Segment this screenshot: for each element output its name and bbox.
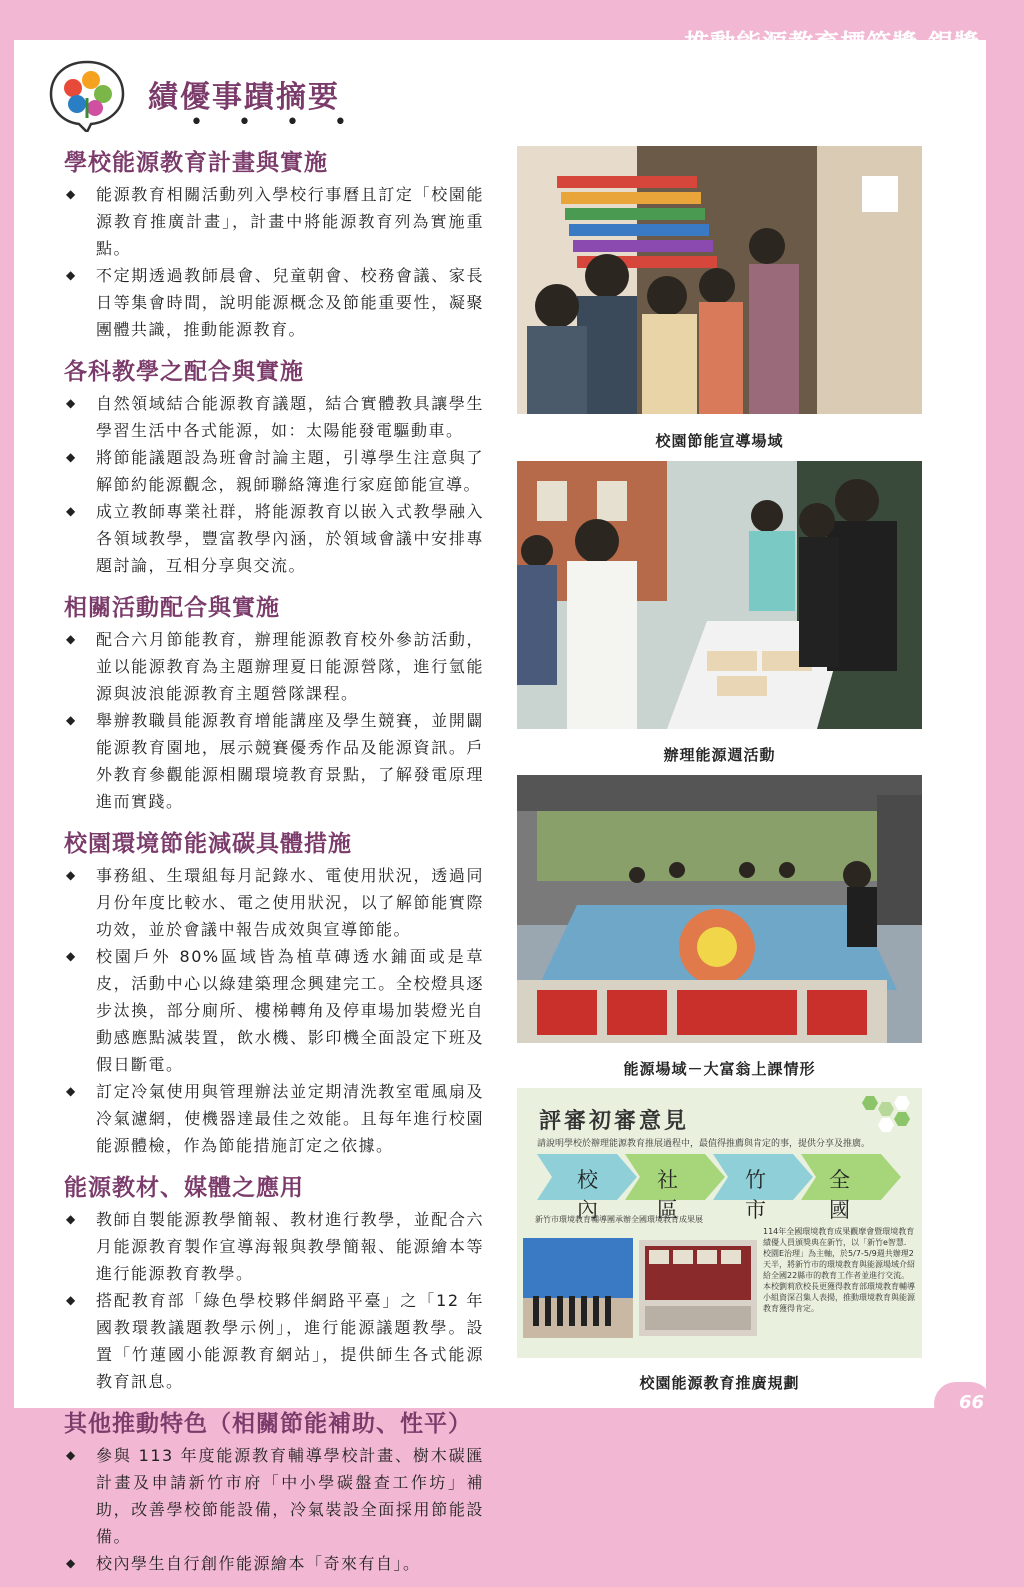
photo-caption: 能源場域－大富翁上課情形	[623, 1060, 816, 1078]
step-label: 社區	[657, 1168, 678, 1222]
list-item-text: 能源教育相關活動列入學校行事曆且訂定「校園能源教育推廣計畫」，計畫中將能源教育列為實施重點。	[96, 185, 484, 258]
bullet-list	[64, 862, 484, 1159]
poster-text: 114年全國環境教育成果觀摩會暨環境教育績優人員頒獎典在新竹，以「新竹e智慧．校園E治理」為主軸，於5/7-5/9週共辦理2天半，將新竹市的環境教育與能源場域介紹給全國22縣市的教育工作者並進行交流。本校劉莉欣校長更獲得教育部環境教育輔導小組資深召集人表揚，推動環境教育與能源教育獲得肯定。	[763, 1227, 915, 1313]
diamond-bullet-icon: ◆	[66, 868, 77, 882]
list-item-text: 將節能議題設為班會討論主題，引導學生注意與了解節約能源觀念，親師聯絡簿進行家庭節能宣導。	[96, 448, 484, 494]
display-board-photo	[639, 1240, 757, 1336]
list-item-text: 校園戶外 80%區域皆為植草磚透水鋪面或是草皮，活動中心以綠建築理念興建完工。全校燈具逐步汰換，部分廁所、樓梯轉角及停車場加裝燈光自動感應點滅裝置，飲水機、影印機全面設定下班及假日斷電。	[96, 947, 484, 1074]
section-title: 校園環境節能減碳具體措施	[64, 831, 352, 857]
bullet-list	[64, 390, 484, 579]
bullet-list	[64, 181, 484, 343]
section-materials	[64, 1169, 484, 1395]
diamond-bullet-icon: ◆	[66, 396, 77, 410]
list-item	[64, 181, 484, 262]
photo-caption: 校園節能宣導場域	[655, 432, 784, 450]
list-item	[64, 626, 484, 707]
step-label: 校內	[577, 1168, 598, 1222]
list-item	[64, 390, 484, 444]
list-item-text: 教師自製能源教學簡報、教材進行教學，並配合六月能源教育製作宣導海報與教學簡報、能源繪本等進行能源教育教學。	[96, 1210, 484, 1283]
list-item-text: 參與 113 年度能源教育輔導學校計畫、樹木碳匯計畫及申請新竹市府「中小學碳盤查工作坊」補助，改善學校節能設備，冷氣裝設全面採用節能設備。	[96, 1446, 484, 1546]
diamond-bullet-icon: ◆	[66, 1212, 77, 1226]
list-item	[64, 1287, 484, 1395]
photo-caption: 校園能源教育推廣規劃	[639, 1374, 800, 1392]
summary-title: 績優事蹟摘要	[148, 80, 340, 115]
list-item-text: 自然領域結合能源教育議題，結合實體教具讓學生學習生活中各式能源，如：太陽能發電驅動車。	[96, 394, 484, 440]
diamond-bullet-icon: ◆	[66, 268, 77, 282]
photo-monopoly	[517, 775, 922, 1043]
section-activities	[64, 589, 484, 815]
title-dots: • • • •	[190, 110, 361, 135]
bullet-list	[64, 1442, 484, 1577]
diamond-bullet-icon: ◆	[66, 949, 77, 963]
diamond-bullet-icon: ◆	[66, 504, 77, 518]
list-item-text: 成立教師專業社群，將能源教育以嵌入式教學融入各領域教學，豐富教學內涵，於領域會議中安排專題討論，互相分享與交流。	[96, 502, 484, 575]
section-title: 能源教材、媒體之應用	[64, 1175, 304, 1201]
list-item	[64, 862, 484, 943]
list-item-text: 搭配教育部「綠色學校夥伴網路平臺」之「12 年國教環教議題教學示例」，進行能源議題教學。設置「竹蓮國小能源教育網站」，提供師生各式能源教育訊息。	[96, 1291, 484, 1391]
diamond-bullet-icon: ◆	[66, 1293, 77, 1307]
section-other	[64, 1405, 484, 1577]
poster-note: 新竹市環境教育輔導團承辦全國環境教育成果展	[535, 1215, 703, 1224]
photo-promotion-poster	[517, 1088, 922, 1358]
list-item-text: 校內學生自行創作能源繪本「奇來有自」。	[96, 1554, 421, 1573]
step-label: 竹市	[745, 1168, 766, 1222]
section-title: 相關活動配合與實施	[64, 595, 280, 621]
exhibition-photo	[523, 1238, 633, 1338]
list-item	[64, 262, 484, 343]
diamond-bullet-icon: ◆	[66, 450, 77, 464]
list-item-text: 不定期透過教師晨會、兒童朝會、校務會議、家長日等集會時間，說明能源概念及節能重要性，凝聚團體共識，推動能源教育。	[96, 266, 484, 339]
section-plan	[64, 144, 484, 343]
poster-subtitle: 請說明學校於辦理能源教育推展過程中，最值得推薦與肯定的事，提供分享及推廣。	[537, 1139, 871, 1149]
list-item	[64, 444, 484, 498]
school-logo	[47, 58, 127, 132]
list-item-text: 配合六月節能教育，辦理能源教育校外參訪活動，並以能源教育為主題辦理夏日能源營隊，進行氫能源與波浪能源教育主題營隊課程。	[96, 630, 484, 703]
section-title: 學校能源教育計畫與實施	[64, 150, 328, 176]
diamond-bullet-icon: ◆	[66, 1556, 77, 1570]
list-item	[64, 498, 484, 579]
list-item	[64, 1550, 484, 1577]
list-item	[64, 1442, 484, 1550]
diamond-bullet-icon: ◆	[66, 713, 77, 727]
diamond-bullet-icon: ◆	[66, 632, 77, 646]
diamond-bullet-icon: ◆	[66, 187, 77, 201]
list-item	[64, 1206, 484, 1287]
photo-stairs	[517, 146, 922, 414]
list-item-text: 訂定冷氣使用與管理辦法並定期清洗教室電風扇及冷氣濾網，使機器達最佳之效能。且每年進行校園能源體檢，作為節能措施訂定之依據。	[96, 1082, 484, 1155]
photo-caption: 辦理能源週活動	[663, 746, 776, 764]
section-teaching	[64, 353, 484, 579]
award-title: 推動能源教育標竿獎 銀獎	[684, 29, 980, 58]
left-column	[64, 140, 484, 1587]
list-item	[64, 1078, 484, 1159]
step-label: 全國	[829, 1168, 850, 1222]
section-title: 其他推動特色（相關節能補助、性平）	[64, 1411, 472, 1437]
bullet-list	[64, 626, 484, 815]
diamond-bullet-icon: ◆	[66, 1448, 77, 1462]
diamond-bullet-icon: ◆	[66, 1084, 77, 1098]
list-item	[64, 943, 484, 1078]
poster-title: 評審初審意見	[539, 1108, 690, 1134]
list-item	[64, 707, 484, 815]
page-number: 66	[958, 1392, 984, 1413]
section-campus-measures	[64, 825, 484, 1159]
bullet-list	[64, 1206, 484, 1395]
photo-energy-week	[517, 461, 922, 729]
section-title: 各科教學之配合與實施	[64, 359, 304, 385]
hexagon-decoration-icon	[856, 1094, 916, 1134]
list-item-text: 舉辦教職員能源教育增能講座及學生競賽，並開闢能源教育園地，展示競賽優秀作品及能源資訊。戶外教育參觀能源相關環境教育景點，了解發電原理進而實踐。	[96, 711, 484, 811]
list-item-text: 事務組、生環組每月記錄水、電使用狀況，透過同月份年度比較水、電之使用狀況，以了解節能實際功效，並於會議中報告成效與宣導節能。	[96, 866, 484, 939]
